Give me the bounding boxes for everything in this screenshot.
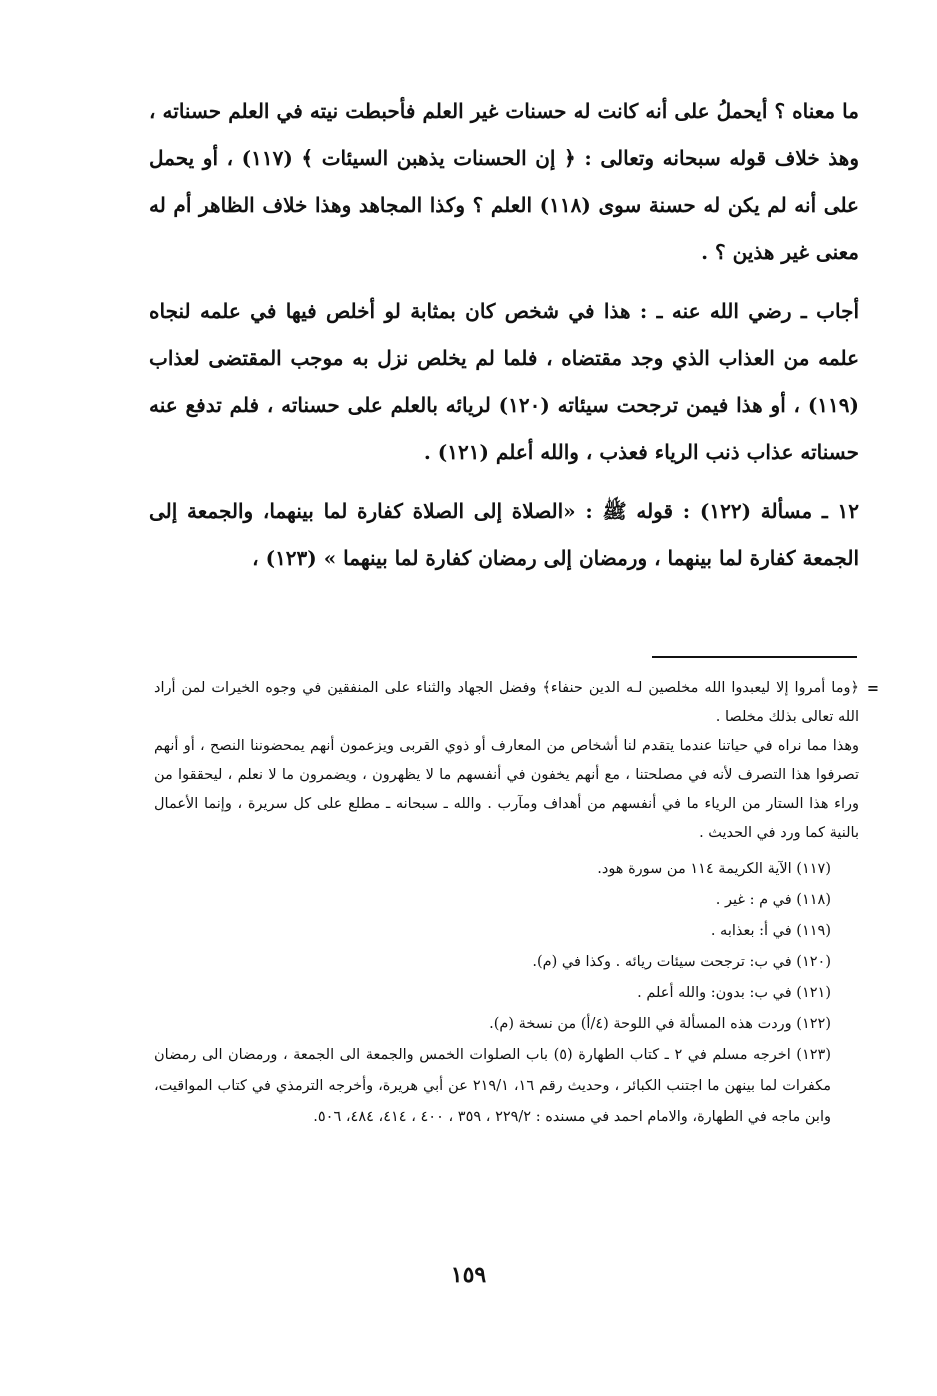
paragraph-answer: أجاب ـ رضي الله عنه ـ : هذا في شخص كان بمثابة لو أخلص فيها في علمه لنجاه علمه من العذاب الذي وجد مقتضاه ، فلما لم يخلص نزل به موجب المقتضى لعذاب (١١٩) ، أو هذا فيمن ترجحت سيئاته (١٢٠) لريائه بالعلم على حسناته ، فلم تدفع عنه حسناته عذاب ذنب الرياء فعذب ، والله أعلم (١٢١) . [149, 299, 860, 464]
footnote-120: (١٢٠) في ب: ترجحت سيئات ريائه . وكذا في (م). [532, 954, 831, 970]
footnotes [154, 674, 879, 1148]
footnote-118: (١١٨) في م : غير . [715, 892, 831, 908]
paragraph-issue-12: ١٢ ـ مسألة (١٢٢) : قوله ﷺ : «الصلاة إلى الصلاة كفارة لما بينهما، والجمعة إلى الجمعة كفارة لما بينهما ، ورمضان إلى رمضان كفارة لما بينهما » (١٢٣) ، [149, 499, 859, 570]
continuation-mark: = [866, 680, 879, 697]
footnote-123: (١٢٣) اخرجه مسلم في ٢ ـ كتاب الطهارة (٥) باب الصلوات الخمس والجمعة الى الجمعة ، ورمضان الى رمضان مكفرات لما بينهن ما اجتنب الكبائر ، وحديث رقم ١٦، ٢١٩/١ عن أبي هريرة، وأخرجه الترمذي في كتاب المواقيت، وابن ماجه في الطهارة، والامام احمد في مسنده : ٢٢٩/٢ ، ٣٥٩ ، ٤٠٠ ، ٤١٤، ٤٨٤، ٥٠٦. [154, 1047, 831, 1125]
footnote-list [154, 854, 859, 1133]
main-text [149, 88, 859, 594]
page-number: ١٥٩ [450, 1262, 487, 1288]
footnote-divider [652, 656, 857, 658]
paragraph-question: ما معناه ؟ أيحملُ على أنه كانت له حسنات غير العلم فأحبطت نيته في العلم حسناته ، وهذ خلاف قوله سبحانه وتعالى : ﴿ إن الحسنات يذهبن السيئات ﴾ (١١٧) ، أو يحمل على أنه لم يكن له حسنة سوى (١١٨) العلم ؟ وكذا المجاهد وهذا خلاف الظاهر أم له معنى غير هذين ؟ . [149, 99, 859, 264]
footnote-continuation-text: ﴿وما أمروا إلا ليعبدوا الله مخلصين لـه الدين حنفاء﴾ وفضل الجهاد والثناء على المنفقين في وجوه الخيرات لمن أراد الله تعالى بذلك مخلصا . [154, 680, 859, 725]
footnote-continuation [154, 674, 879, 732]
footnote-121: (١٢١) في ب: بدون: والله أعلم . [637, 985, 831, 1001]
footnote-117: (١١٧) الآية الكريمة ١١٤ من سورة هود. [597, 861, 831, 877]
footnote-119: (١١٩) في أ: بعذابه . [710, 923, 831, 939]
footnote-continuation-paragraph: وهذا مما نراه في حياتنا عندما يتقدم لنا أشخاص من المعارف أو ذوي القربى ويزعمون أنهم يمحضوننا النصح ، أو أنهم تصرفوا هذا التصرف لأنه في مصلحتنا ، مع أنهم يخفون في أنفسهم ما لا يظهرون ، ويضمرون ما لا نعلم ، ليحققوا من وراء هذا الستار من الرياء ما في أنفسهم من أهداف ومآرب . والله ـ سبحانه ـ مطلع على كل سريرة ، وإنما الأعمال بالنية كما ورد في الحديث . [154, 738, 859, 841]
footnote-122: (١٢٢) وردت هذه المسألة في اللوحة (٤/أ) من نسخة (م). [489, 1016, 831, 1032]
